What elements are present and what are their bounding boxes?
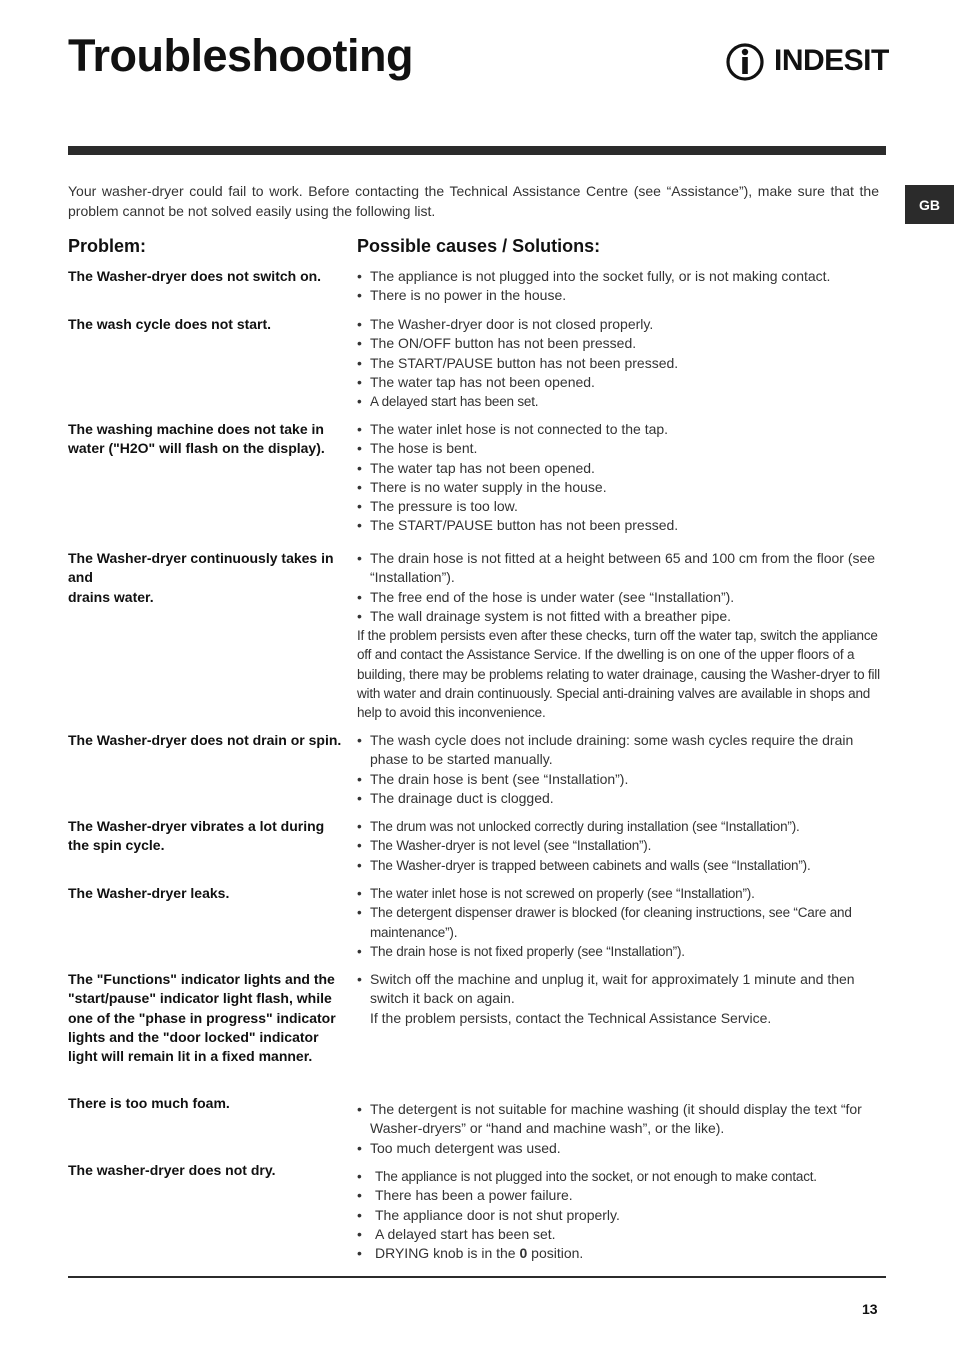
problem-text: The Washer-dryer does not drain or spin. xyxy=(68,732,342,748)
brand-wordmark: INDESIT xyxy=(774,44,889,77)
cause-text: position. xyxy=(527,1245,584,1262)
problem-text: The wash cycle does not start. xyxy=(68,316,272,332)
cause-item: • There is no water supply in the house. xyxy=(357,478,886,497)
cause-item: • The drum was not unlocked correctly during installation (see “Installation”). xyxy=(357,817,886,836)
intro-paragraph: Your washer-dryer could fail to work. Before contacting the Technical Assistance Centre (see “Assistance”), make sure that the problem cannot be not solved easily using the following list. xyxy=(68,183,879,219)
solutions xyxy=(357,970,886,1028)
cause-item: • The free end of the hose is under water (see “Installation”). xyxy=(357,588,886,607)
solutions xyxy=(357,420,886,536)
cause-item: • The detergent dispenser drawer is blocked (for cleaning instructions, see “Care and maintenance”). xyxy=(357,903,886,942)
solutions xyxy=(357,884,886,961)
cause-item: • The START/PAUSE button has not been pressed. xyxy=(357,354,886,373)
cause-item: • The water tap has not been opened. xyxy=(357,459,886,478)
cause-item: • The appliance is not plugged into the socket fully, or is not making contact. xyxy=(357,267,886,286)
cause-item: • There has been a power failure. xyxy=(357,1186,886,1205)
problem-line: The Washer-dryer continuously takes in and xyxy=(68,550,334,586)
cause-item: • A delayed start has been set. xyxy=(357,392,886,411)
cause-item: • The wall drainage system is not fitted with a breather pipe. xyxy=(357,607,886,626)
knob-position-value: 0 xyxy=(519,1245,528,1262)
solutions xyxy=(357,817,886,875)
cause-item: • The appliance door is not shut properly. xyxy=(357,1206,886,1225)
problem-text: The washer-dryer does not dry. xyxy=(68,1162,276,1178)
problem-text: The Washer-dryer leaks. xyxy=(68,885,230,901)
cause-item: • The hose is bent. xyxy=(357,439,886,458)
cause-item: • Too much detergent was used. xyxy=(357,1139,886,1158)
problem-text: The Washer-dryer does not switch on. xyxy=(68,268,322,284)
cause-item: • The drain hose is bent (see “Installation”). xyxy=(357,770,886,789)
cause-item: • The drainage duct is clogged. xyxy=(357,789,886,808)
page-title: Troubleshooting xyxy=(68,30,413,81)
language-tab: GB xyxy=(905,185,954,224)
solutions xyxy=(357,549,886,723)
solutions xyxy=(357,1167,886,1263)
cause-text: DRYING knob is in the xyxy=(375,1245,520,1262)
cause-item: • The water inlet hose is not connected to the tap. xyxy=(357,420,886,439)
cause-note: If the problem persists even after these checks, turn off the water tap, switch the appliance off and contact the Assistance Service. If the dwelling is on one of the upper floors of a building, there may be problems relating to water drainage, causing the Washer-dryer to fill with water and drain continuously. Special anti-draining valves are available in shops and help to avoid this inconvenience. xyxy=(357,628,880,721)
problem-line: drains water. xyxy=(68,588,154,605)
problem-column-heading: Problem: xyxy=(68,236,147,256)
problem-text: The washing machine does not take in water ("H2O" will flash on the display). xyxy=(68,421,325,457)
problem-text: The "Functions" indicator lights and the "start/pause" indicator light flash, while one of the "phase in progress" indicator lights and the "door locked" indicator light will remain lit in a fixed manner. xyxy=(68,971,336,1065)
causes-column-heading: Possible causes / Solutions: xyxy=(357,236,601,256)
cause-item: • The water tap has not been opened. xyxy=(357,373,886,392)
cause-item: • The Washer-dryer is trapped between cabinets and walls (see “Installation”). xyxy=(357,856,886,875)
cause-item: • There is no power in the house. xyxy=(357,286,886,305)
page-number: 13 xyxy=(862,1301,878,1317)
cause-item: • The drain hose is not fixed properly (see “Installation”). xyxy=(357,942,886,961)
header-rule xyxy=(68,146,886,155)
problem-text: The Washer-dryer vibrates a lot during the spin cycle. xyxy=(68,818,325,854)
cause-item: • The appliance is not plugged into the socket, or not enough to make contact. xyxy=(357,1167,886,1186)
cause-item xyxy=(357,1244,886,1263)
cause-item: • The water inlet hose is not screwed on properly (see “Installation”). xyxy=(357,884,886,903)
problem-text xyxy=(68,549,342,607)
cause-note: If the problem persists, contact the Technical Assistance Service. xyxy=(370,1009,772,1026)
cause-item: • The detergent is not suitable for machine washing (it should display the text “for Washer-dryers” or “hand and machine wash”, or the like). xyxy=(357,1100,886,1139)
brand-logo xyxy=(726,40,888,84)
solutions xyxy=(357,1100,886,1158)
cause-item: • A delayed start has been set. xyxy=(357,1225,886,1244)
solutions xyxy=(357,731,886,808)
cause-item: • The wash cycle does not include draining: some wash cycles require the drain phase to be started manually. xyxy=(357,731,886,770)
cause-item: • The Washer-dryer door is not closed properly. xyxy=(357,315,886,334)
solutions xyxy=(357,267,886,306)
footer-rule xyxy=(68,1276,886,1278)
brand-i-icon xyxy=(726,40,770,84)
cause-item: • The pressure is too low. xyxy=(357,497,886,516)
solutions xyxy=(357,315,886,411)
problem-text: There is too much foam. xyxy=(68,1095,230,1111)
cause-item: • The Washer-dryer is not level (see “Installation”). xyxy=(357,836,886,855)
cause-item: • Switch off the machine and unplug it, wait for approximately 1 minute and then switch it back on again. xyxy=(357,970,886,1009)
cause-item: • The START/PAUSE button has not been pressed. xyxy=(357,516,886,535)
cause-item: • The drain hose is not fitted at a height between 65 and 100 cm from the floor (see “Installation”). xyxy=(357,549,886,588)
cause-item: • The ON/OFF button has not been pressed. xyxy=(357,334,886,353)
